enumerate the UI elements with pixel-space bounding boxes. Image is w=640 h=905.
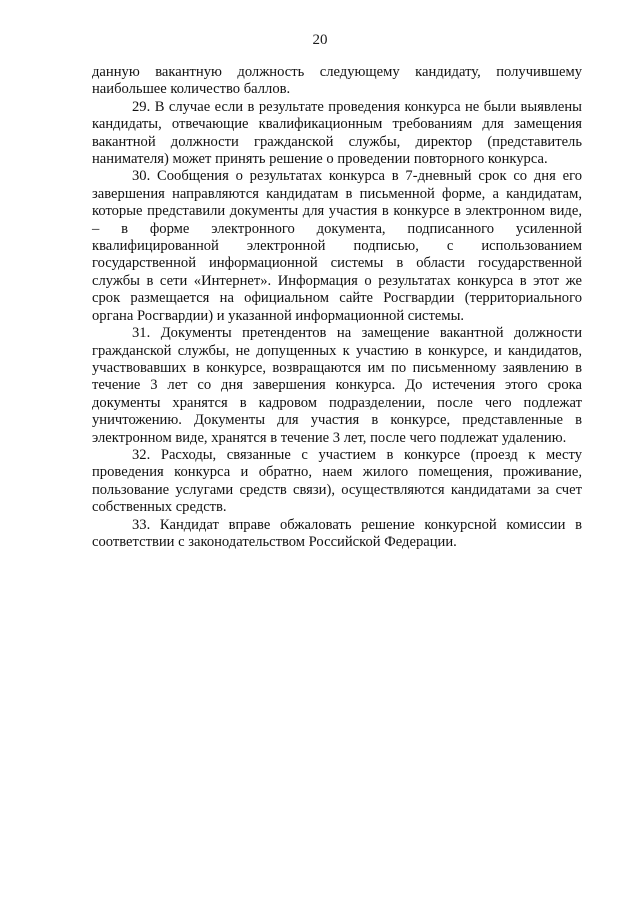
paragraph-30: 30. Сообщения о результатах конкурса в 7-дневный срок со дня его завершения направляются кандидатам в письменной форме, а кандидатам, которые представили документы для участия в конкурсе в электронном виде, – в форме электронного документа, подписанного усиленной квалифицированной электронной подписью, с использованием государственной информационной системы в области государственной службы в сети «Интернет». Информация о результатах конкурса в этот же срок размещается на официальном сайте Росгвардии (территориального органа Росгвардии) и указанной информационной системы.	[92, 168, 582, 324]
paragraph-continuation: данную вакантную должность следующему кандидату, получившему наибольшее количество баллов.	[92, 64, 582, 98]
page-number: 20	[312, 32, 328, 48]
paragraph-31: 31. Документы претендентов на замещение вакантной должности гражданской службы, не допущенных к участию в конкурсе, и кандидатов, участвовавших в конкурсе, возвращаются им по письменному заявлению в течение 3 лет со дня завершения конкурса. До истечения этого срока документы хранятся в кадровом подразделении, после чего подлежат уничтожению. Документы для участия в конкурсе, представленные в электронном виде, хранятся в течение 3 лет, после чего подлежат удалению.	[92, 325, 582, 446]
paragraph-29: 29. В случае если в результате проведения конкурса не были выявлены кандидаты, отвечающие квалификационным требованиям для замещения вакантной должности гражданской службы, директор (представитель нанимателя) может принять решение о проведении повторного конкурса.	[92, 98, 582, 168]
document-body	[92, 64, 582, 551]
paragraph-33: 33. Кандидат вправе обжаловать решение конкурсной комиссии в соответствии с законодательством Российской Федерации.	[92, 516, 582, 550]
paragraph-32: 32. Расходы, связанные с участием в конкурсе (проезд к месту проведения конкурса и обратно, наем жилого помещения, проживание, пользование услугами средств связи), осуществляются кандидатами за счет собственных средств.	[92, 446, 582, 516]
